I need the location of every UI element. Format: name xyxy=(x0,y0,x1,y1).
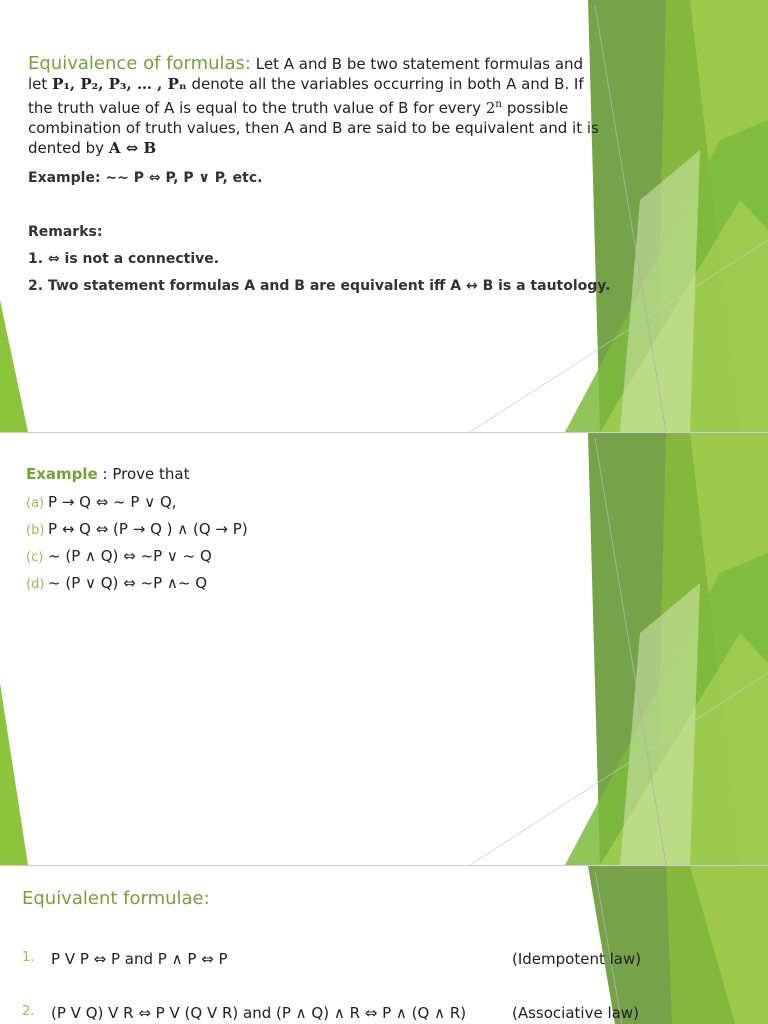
row-formula: (P V Q) V R ⇔ P V (Q V R) and (P ∧ Q) ∧ R ⇔ P ∧ (Q ∧ R) xyxy=(51,1004,467,1022)
power-base: 2 xyxy=(485,99,496,117)
row-formula: P V P ⇔ P and P ∧ P ⇔ P xyxy=(51,950,228,968)
row-number: 2. xyxy=(22,1004,35,1019)
equivalence-heading: Equivalence of formulas: xyxy=(28,53,251,74)
list-item xyxy=(26,520,248,538)
para-text-1: Let A and B be two statement formulas and let xyxy=(28,55,584,93)
item-number: (c) xyxy=(26,550,44,565)
list-item xyxy=(26,574,207,592)
example-line: Example: ∼∼ P ⇔ P, P ∨ P, etc. xyxy=(28,170,263,186)
para-text-3: possible combination of truth values, then A and B are said to be equivalent and it is dented by xyxy=(28,99,599,157)
list-item xyxy=(26,547,212,565)
formulae-heading: Equivalent formulae: xyxy=(22,888,210,909)
power-expression xyxy=(486,99,502,117)
power-exponent: n xyxy=(495,98,503,110)
left-accent-shape xyxy=(0,300,28,432)
item-number: (d) xyxy=(26,577,45,592)
formula-row xyxy=(0,950,768,972)
item-number: (b) xyxy=(26,523,45,538)
item-number: (a) xyxy=(26,496,45,511)
remark-1: 1. ⇔ is not a connective. xyxy=(28,251,220,267)
item-formula: P → Q ⇔ ~ P ∨ Q, xyxy=(48,493,177,511)
slide-3 xyxy=(0,866,768,1024)
formula-row xyxy=(0,1004,768,1024)
item-formula: ~ (P ∧ Q) ⇔ ~P ∨ ~ Q xyxy=(48,547,212,565)
row-law: (Associative law) xyxy=(512,1004,639,1022)
equivalence-notation: A ⇔ B xyxy=(108,139,157,157)
para-text-2: denote all the variables occurring in both A and B. If the truth value of A is equal to the truth value of B for every xyxy=(28,75,584,117)
example-label: Example xyxy=(26,465,98,483)
slide-1 xyxy=(0,0,768,432)
slide-2 xyxy=(0,433,768,865)
example-text: : Prove that xyxy=(97,465,190,483)
remarks-title: Remarks: xyxy=(28,224,103,240)
list-item xyxy=(26,493,177,511)
remark-2: 2. Two statement formulas A and B are equivalent iff A ↔ B is a tautology. xyxy=(28,278,611,294)
variable-list: P₁, P₂, P₃, … , Pₙ xyxy=(52,75,187,93)
example-prompt xyxy=(26,465,189,483)
row-law: (Idempotent law) xyxy=(512,950,642,968)
item-formula: ~ (P ∨ Q) ⇔ ~P ∧~ Q xyxy=(48,574,208,592)
row-number: 1. xyxy=(22,950,35,965)
item-formula: P ↔ Q ⇔ (P → Q ) ∧ (Q → P) xyxy=(48,520,248,538)
equivalence-paragraph xyxy=(28,54,602,158)
